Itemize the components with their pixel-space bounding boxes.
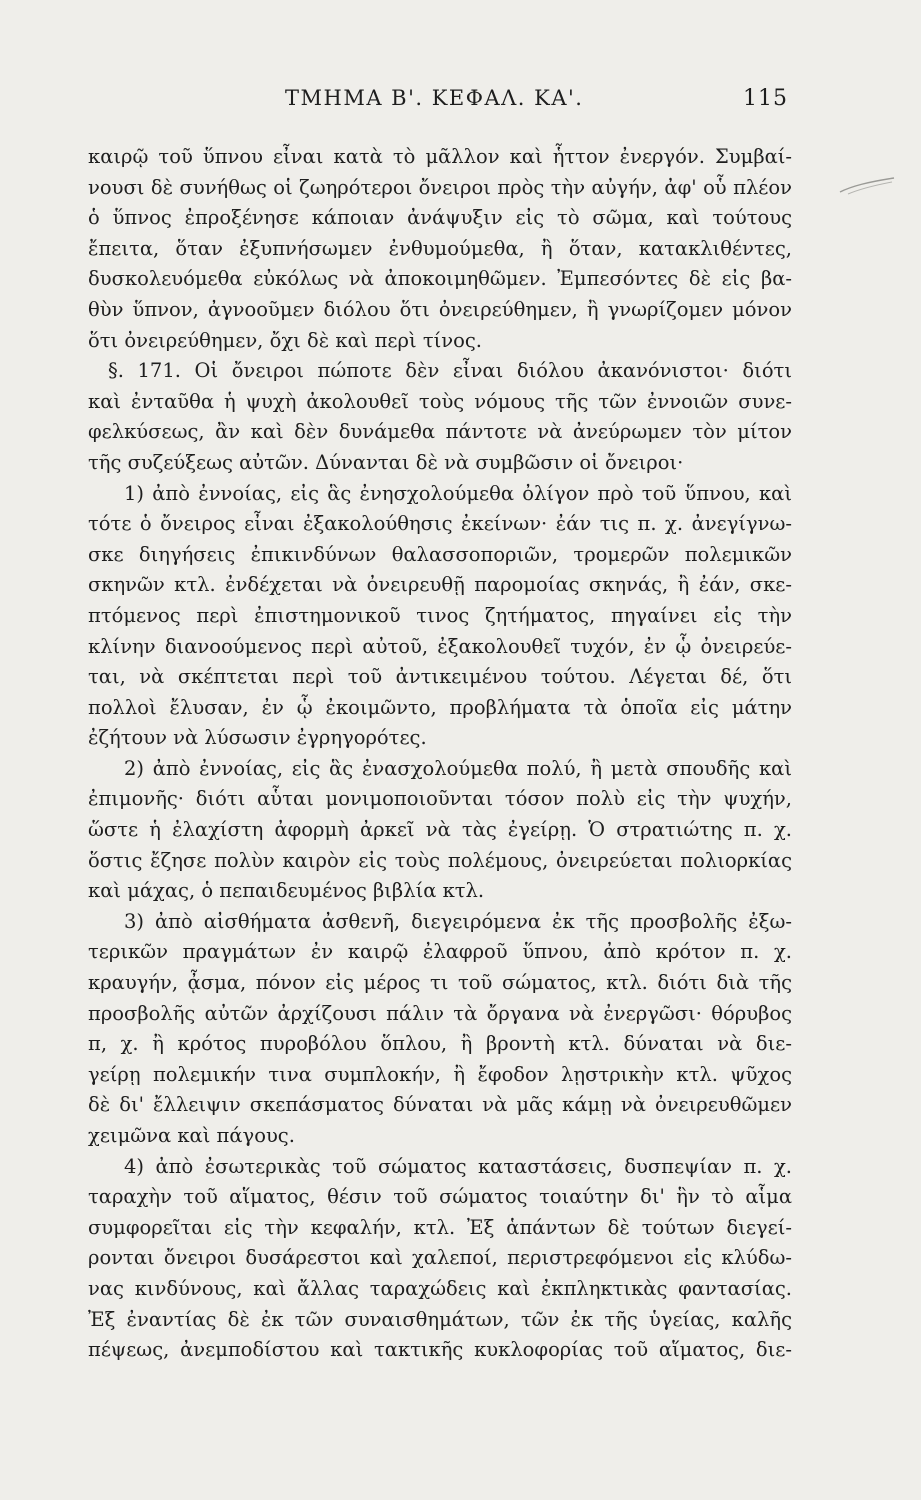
text-line: καὶ μάχας, ὁ πεπαιδευμένος βιβλία κτλ. <box>88 879 485 903</box>
list-item-1-line: 1) ἀπὸ ἐννοίας, εἰς ἃς ἐνησχολούμεθα ὀλίγον πρὸ τοῦ ὕπνου, καὶ <box>124 481 792 505</box>
text-line: ται, νὰ σκέπτεται περὶ τοῦ ἀντικειμένου τούτου. Λέγεται δέ, ὅτι <box>88 665 792 689</box>
text-line: καιρῷ τοῦ ὕπνου εἶναι κατὰ τὸ μᾶλλον καὶ ἧττον ἐνεργόν. Συμβαί- <box>88 145 792 168</box>
ink-smudge-mark <box>838 176 896 196</box>
page-number: 115 <box>743 86 788 111</box>
text-line: π, χ. ἢ κρότος πυροβόλου ὅπλου, ἢ βροντὴ κτλ. δύναται νὰ διε- <box>88 1032 792 1056</box>
text-line: ἐπιμονῆς· διότι αὗται μονιμοποιοῦνται τόσον πολὺ εἰς τὴν ψυχήν, <box>88 787 792 811</box>
text-line: Ἐξ ἐναντίας δὲ ἐκ τῶν συναισθημάτων, τῶν ἐκ τῆς ὑγείας, καλῆς <box>88 1307 792 1331</box>
text-line: ὅτι ὀνειρεύθημεν, ὄχι δὲ καὶ περὶ τίνος. <box>88 328 482 352</box>
text-line: τερικῶν πραγμάτων ἐν καιρῷ ἐλαφροῦ ὕπνου, ἀπὸ κρότον π. χ. <box>88 940 792 964</box>
text-line: καὶ ἐνταῦθα ἡ ψυχὴ ἀκολουθεῖ τοὺς νόμους τῆς τῶν ἐννοιῶν συνε- <box>88 389 792 413</box>
text-line: πέψεως, ἀνεμποδίστου καὶ τακτικῆς κυκλοφορίας τοῦ αἵματος, διε- <box>88 1338 792 1362</box>
list-item-2-line: 2) ἀπὸ ἐννοίας, εἰς ἃς ἐνασχολούμεθα πολύ, ἢ μετὰ σπουδῆς καὶ <box>124 756 792 780</box>
section-heading-line: §. 171. Οἱ ὄνειροι πώποτε δὲν εἶναι διόλου ἀκανόνιστοι· διότι <box>108 359 792 383</box>
text-line: κλίνην διανοούμενος περὶ αὐτοῦ, ἐξακολουθεῖ τυχόν, ἐν ᾧ ὀνειρεύε- <box>88 634 792 658</box>
text-line: τότε ὁ ὄνειρος εἶναι ἐξακολούθησις ἐκείνων· ἐάν τις π. χ. ἀνεγίγνω- <box>88 512 792 536</box>
text-line: ἔπειτα, ὅταν ἐξυπνήσωμεν ἐνθυμούμεθα, ἢ ὅταν, κατακλιθέντες, <box>88 236 792 260</box>
text-line: ὥστε ἡ ἐλαχίστη ἀφορμὴ ἀρκεῖ νὰ τὰς ἐγείρῃ. Ὁ στρατιώτης π. χ. <box>88 818 792 842</box>
text-line: θὺν ὕπνον, ἀγνοοῦμεν διόλου ὅτι ὀνειρεύθημεν, ἢ γνωρίζομεν μόνον <box>88 297 792 321</box>
text-line: ταραχὴν τοῦ αἵματος, θέσιν τοῦ σώματος τοιαύτην δι' ἣν τὸ αἷμα <box>88 1185 792 1209</box>
text-line: ὅστις ἔζησε πολὺν καιρὸν εἰς τοὺς πολέμους, ὀνειρεύεται πολιορκίας <box>88 848 792 872</box>
text-line: σκηνῶν κτλ. ἐνδέχεται νὰ ὀνειρευθῇ παρομοίας σκηνάς, ἢ ἐάν, σκε- <box>88 573 792 597</box>
running-title: ΤΜΗΜΑ Β'. ΚΕΦΑΛ. ΚΑ'. <box>285 86 584 110</box>
body-text <box>88 142 792 1366</box>
text-line: χειμῶνα καὶ πάγους. <box>88 1124 295 1147</box>
text-line: σκε διηγήσεις ἐπικινδύνων θαλασσοποριῶν, τρομερῶν πολεμικῶν <box>88 542 792 566</box>
list-item-3-line: 3) ἀπὸ αἰσθήματα ἀσθενῆ, διεγειρόμενα ἐκ τῆς προσβολῆς ἐξω- <box>124 909 792 933</box>
text-line: κραυγήν, ᾆσμα, πόνον εἰς μέρος τι τοῦ σώματος, κτλ. διότι διὰ τῆς <box>88 971 792 995</box>
text-line: τῆς συζεύξεως αὐτῶν. Δύνανται δὲ νὰ συμβῶσιν οἱ ὄνειροι· <box>88 450 684 474</box>
text-line: πτόμενος περὶ ἐπιστημονικοῦ τινος ζητήματος, πηγαίνει εἰς τὴν <box>88 603 792 627</box>
text-line: γείρῃ πολεμικήν τινα συμπλοκήν, ἢ ἔφοδον λῃστρικὴν κτλ. ψῦχος <box>88 1062 792 1086</box>
list-item-4-line: 4) ἀπὸ ἐσωτερικὰς τοῦ σώματος καταστάσεις, δυσπεψίαν π. χ. <box>124 1154 792 1178</box>
text-line: συμφορεῖται εἰς τὴν κεφαλήν, κτλ. Ἐξ ἁπάντων δὲ τούτων διεγεί- <box>88 1215 792 1239</box>
text-line: ὁ ὕπνος ἐπροξένησε κάποιαν ἀνάψυξιν εἰς τὸ σῶμα, καὶ τούτους <box>88 206 792 230</box>
text-line: φελκύσεως, ἂν καὶ δὲν δυνάμεθα πάντοτε νὰ ἀνεύρωμεν τὸν μίτον <box>88 420 792 444</box>
text-line: ρονται ὄνειροι δυσάρεστοι καὶ χαλεποί, περιστρεφόμενοι εἰς κλύδω- <box>88 1246 792 1270</box>
page-header <box>88 86 788 116</box>
text-line: νας κινδύνους, καὶ ἄλλας ταραχώδεις καὶ ἐκπληκτικὰς φαντασίας. <box>88 1276 792 1300</box>
text-line: ἐζήτουν νὰ λύσωσιν ἐγρηγορότες. <box>88 726 427 750</box>
text-line: δὲ δι' ἔλλειψιν σκεπάσματος δύναται νὰ μᾶς κάμῃ νὰ ὀνειρευθῶμεν <box>88 1093 792 1117</box>
text-line: νουσι δὲ συνήθως οἱ ζωηρότεροι ὄνειροι πρὸς τὴν αὐγήν, ἀφ' οὗ πλέον <box>88 175 792 199</box>
text-line: πολλοὶ ἔλυσαν, ἐν ᾧ ἐκοιμῶντο, προβλήματα τὰ ὁποῖα εἰς μάτην <box>88 695 792 719</box>
text-line: δυσκολευόμεθα εὐκόλως νὰ ἀποκοιμηθῶμεν. Ἐμπεσόντες δὲ εἰς βα- <box>88 267 792 291</box>
text-line: προσβολῆς αὐτῶν ἀρχίζουσι πάλιν τὰ ὄργανα νὰ ἐνεργῶσι· θόρυβος <box>88 1001 792 1025</box>
